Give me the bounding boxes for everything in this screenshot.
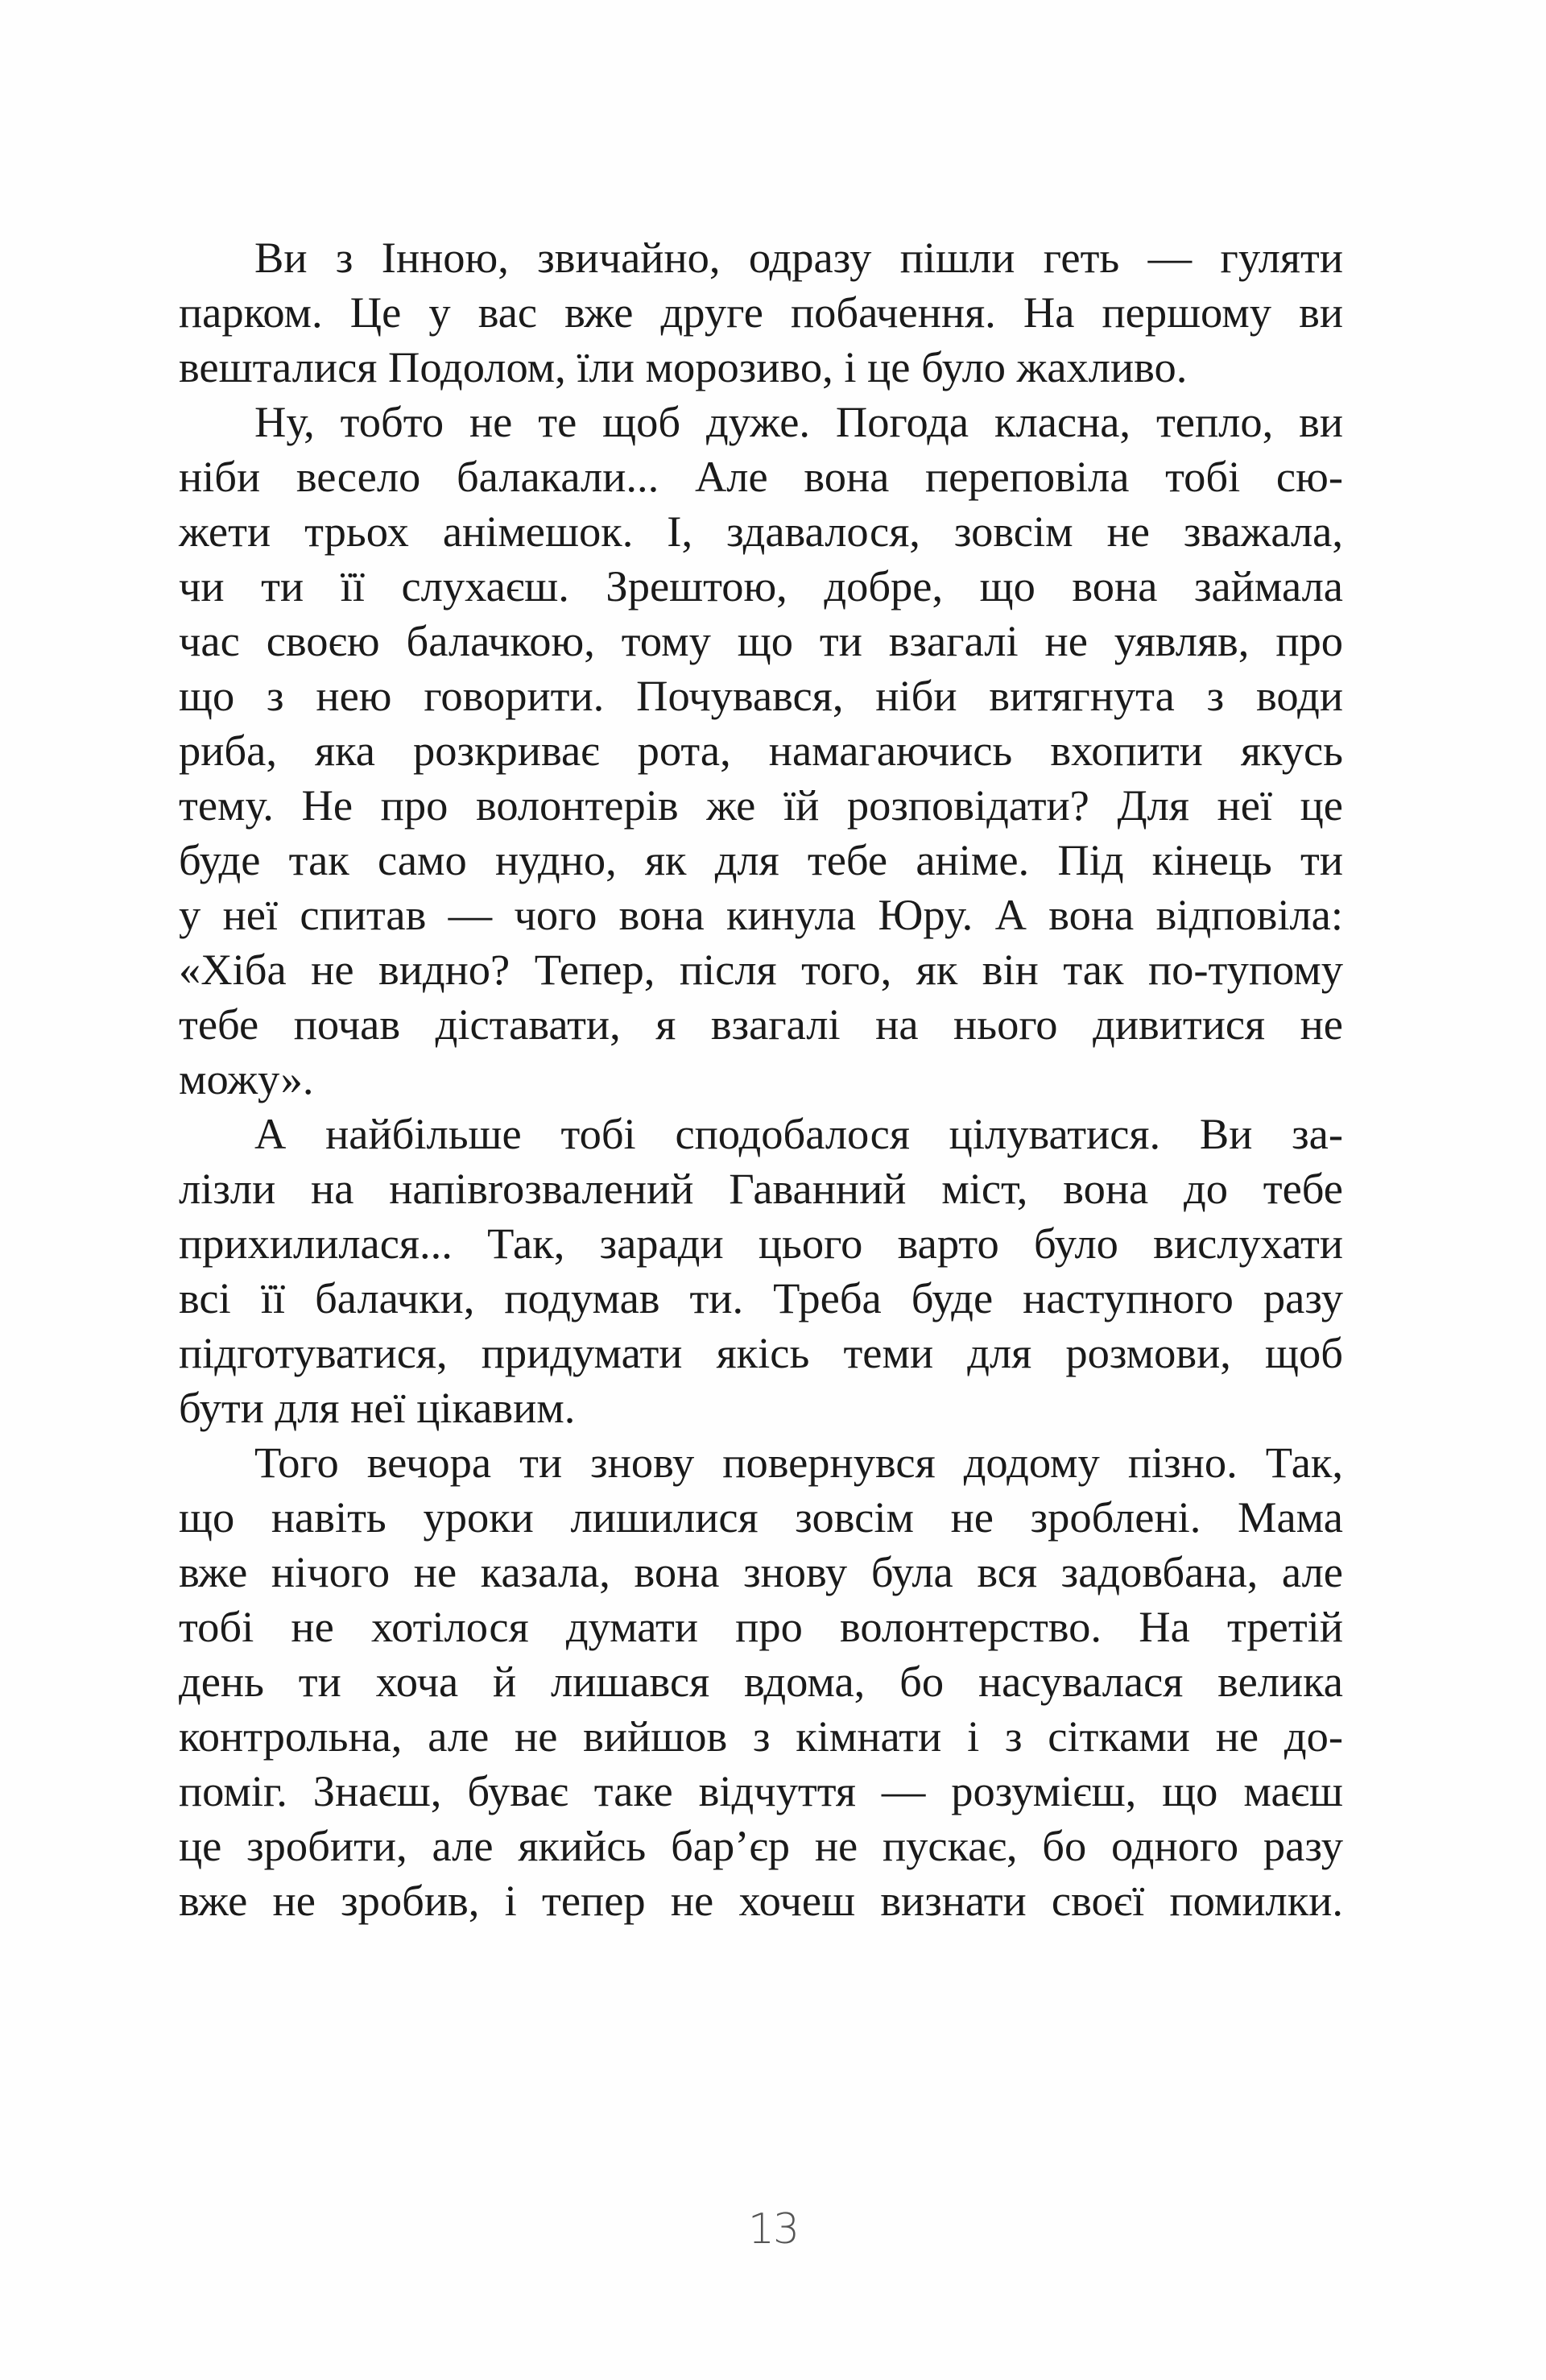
text-line: тобі не хотілося думати про волонтерство. На третій: [179, 1602, 1343, 1651]
text-line: бути для неї цікавим.: [179, 1383, 576, 1432]
text-line: лізли на напівrозвалений Гаванний міст, вона до тебе: [179, 1164, 1343, 1213]
text-line: час своєю балачкою, тому що ти взагалі не уявляв, про: [179, 616, 1343, 665]
body-text: [179, 230, 1343, 1928]
text-line: Ви з Інною, звичайно, одразу пішли геть — гуляти: [254, 233, 1343, 282]
text-line: всі її балачки, подумав ти. Треба буде наступного разу: [179, 1273, 1343, 1322]
text-line: тему. Не про волонтерів же їй розповідати? Для неї це: [179, 780, 1343, 830]
text-line: «Хіба не видно? Тепер, після того, як він так по-тупому: [179, 945, 1343, 994]
text-line: прихилилася... Так, заради цього варто було вислухати: [179, 1219, 1343, 1268]
text-line: вже не зробив, і тепер не хочеш визнати своєї помилки.: [179, 1876, 1343, 1925]
text-line: чи ти її слухаєш. Зрештою, добре, що вона займала: [179, 561, 1343, 611]
text-line: Ну, тобто не те щоб дуже. Погода класна, тепло, ви: [254, 397, 1343, 446]
text-line: тебе почав діставати, я взагалі на нього дивитися не: [179, 1000, 1343, 1049]
text-line: жети трьох анімешок. І, здавалося, зовсім не зважала,: [179, 507, 1343, 556]
text-line: можу».: [179, 1054, 314, 1103]
text-line: у неї спитав — чого вона кинула Юру. А вона відповіла:: [179, 890, 1343, 939]
text-line: підготуватися, придумати якісь теми для розмови, щоб: [179, 1328, 1343, 1377]
text-line: парком. Це у вас вже друге побачення. На першому ви: [179, 288, 1343, 337]
text-line: контрольна, але не вийшов з кімнати і з сітками не до-: [179, 1712, 1343, 1761]
text-line: Того вечора ти знову повернувся додому пізно. Так,: [254, 1438, 1343, 1487]
text-line: вешталися Подолом, їли морозиво, і це було жахливо.: [179, 342, 1188, 391]
text-line: день ти хоча й лишався вдома, бо насувалася велика: [179, 1657, 1343, 1706]
text-line: А найбільше тобі сподобалося цілуватися. Ви за-: [254, 1109, 1343, 1158]
text-line: ніби весело балакали... Але вона переповіла тобі сю-: [179, 452, 1343, 501]
text-line: поміг. Знаєш, буває таке відчуття — розумієш, що маєш: [179, 1766, 1343, 1815]
text-line: що з нею говорити. Почувався, ніби витягнута з води: [179, 671, 1343, 720]
page-number: 13: [747, 2205, 799, 2254]
text-line: вже нічого не казала, вона знову була вся задовбана, але: [179, 1547, 1343, 1596]
text-line: риба, яка розкриває рота, намагаючись вхопити якусь: [179, 726, 1343, 775]
text-line: буде так само нудно, як для тебе аніме. Під кінець ти: [179, 835, 1343, 884]
text-line: це зробити, але якийсь бар’єр не пускає, бо одного разу: [179, 1821, 1343, 1870]
text-line: що навіть уроки лишилися зовсім не зроблені. Мама: [179, 1492, 1343, 1542]
